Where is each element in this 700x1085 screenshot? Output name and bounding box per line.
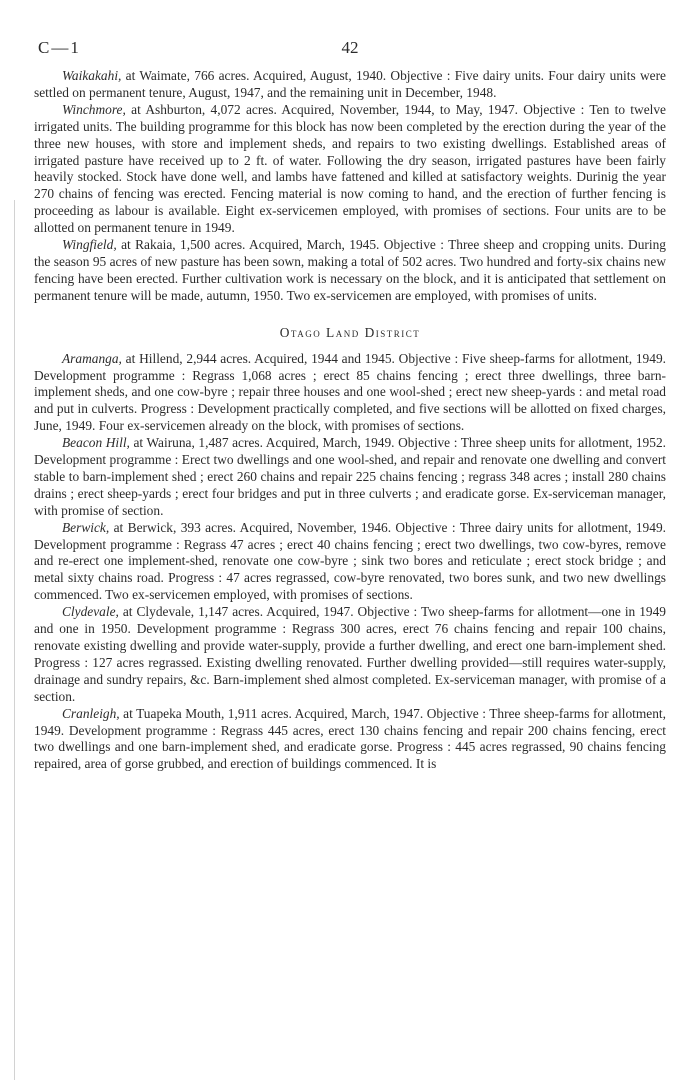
district-heading: Otago Land District — [279, 324, 421, 340]
page-body — [34, 68, 666, 773]
entry-text: at Rakaia, 1,500 acres. Acquired, March, 1945. Objective : Three sheep and cropping units. During the season 95 acres of new pasture has been sown, making a total of 502 acres. Two hundred and forty-six chains new fencing have been erected. Further cultivation work is necessary on the block, and it is anticipated that settlement on permanent tenure will be made, autumn, 1950. Two ex-servicemen are employed, with promises of units. — [34, 237, 666, 303]
entry-aramanga — [34, 351, 666, 436]
entry-name: Waikakahi, — [62, 68, 122, 83]
entry-name: Berwick, — [62, 519, 110, 535]
entry-name: Cranleigh, — [62, 705, 120, 721]
entry-text: at Hillend, 2,944 acres. Acquired, 1944 and 1945. Objective : Five sheep-farms for allotment, 1949. Development programme : Regrass 1,068 acres ; erect 85 chains fencing ; erect three dwellings, three barn-implement sheds, and one cow-byre ; repair three houses and one wool-shed ; erect new sheep-yards : and metal road and put in culverts. Progress : Development practically completed, and five sections will be allotted on fixed charges, June, 1949. Four ex-servicemen already on the block, with promises of sections. — [34, 350, 666, 434]
page-number: 42 — [341, 38, 359, 57]
entry-clydevale — [34, 604, 666, 705]
document-reference: C—1 — [38, 38, 81, 57]
page-edge-line — [14, 200, 15, 1080]
entry-name: Clydevale, — [62, 604, 119, 620]
entry-name: Winchmore, — [62, 101, 126, 117]
entry-name: Wingfield, — [62, 237, 117, 253]
entry-name: Beacon Hill, — [62, 435, 130, 451]
entry-text: at Waimate, 766 acres. Acquired, August, 1940. Objective : Five dairy units. Four dairy units were settled on permanent tenure, August, 1947, and the remaining unit in December, 1948. — [34, 68, 666, 100]
entry-text: at Tuapeka Mouth, 1,911 acres. Acquired, March, 1947. Objective : Three sheep-farms for allotment, 1949. Development programme : Regrass 445 acres, erect 130 chains fencing and repair 200 chains fencing, erect two dwellings and one barn-implement shed, and eradicate gorse. Progress : 445 acres regrassed, 90 chains fencing repaired, area of gorse grubbed, and erection of buildings commenced. It is — [34, 705, 666, 772]
entry-text: at Clydevale, 1,147 acres. Acquired, 1947. Objective : Two sheep-farms for allotment—one in 1949 and one in 1950. Development programme : Regrass 300 acres, erect 76 chains fencing and repair 100 chains, renovate existing dwelling and provide water-supply, provide a further dwelling, and erect one barn-implement shed. Progress : 127 acres regrassed. Existing dwelling renovated. Further dwelling provided—still requires water-supply, drainage and sundry repairs, &c. Barn-implement shed almost completed. Ex-serviceman manager, with promise of a section. — [34, 604, 666, 704]
entry-text: at Ashburton, 4,072 acres. Acquired, November, 1944, to May, 1947. Objective : Ten to twelve irrigated units. The building programme for this block has now been completed by the erection during the year of the three new houses, with store and implement sheds, and repairs to two existing dwellings. Established areas of irrigated pasture have received up to 2 ft. of water. Following the dry season, irrigated pastures have been fairly heavily stocked. Stock have done well, and lambs have fattened and killed at satisfactory weights. Durinig the year 270 chains of fencing was erected. Fencing material is now coming to hand, and the erection of further fencing is proceeding as labour is available. Eight ex-servicemen employed, with promises of sections. Four units are to be allotted on permanent tenure in 1949. — [34, 101, 666, 236]
page-header — [28, 38, 672, 62]
entry-name: Aramanga, — [62, 350, 122, 366]
entry-waikakahi — [34, 68, 666, 102]
entry-beacon-hill — [34, 435, 666, 520]
entry-wingfield — [34, 237, 666, 305]
entry-text: at Wairuna, 1,487 acres. Acquired, March, 1949. Objective : Three sheep units for allotment, 1952. Development programme : Erect two dwellings and one wool-shed, and repair and renovate one dwelling and convert stable to barn-implement shed ; erect 260 chains and repair 225 chains fencing ; regrass 348 acres ; install 280 chains drains ; erect sheep-yards ; erect four bridges and put in three culverts ; and eradicate gorse. Ex-serviceman manager, with promise of section. — [34, 435, 666, 518]
entry-cranleigh — [34, 706, 666, 774]
entry-winchmore — [34, 102, 666, 237]
entry-text: at Berwick, 393 acres. Acquired, November, 1946. Objective : Three dairy units for allotment, 1949. Development programme : Regrass 47 acres ; erect 40 chains fencing ; erect two dwellings, two cow-byres, remove and re-erect one implement-shed, renovate one cow-byre ; sink two bores and reticulate ; erect stock bridge ; and metal sixty chains road. Progress : 47 acres regrassed, cow-byre renovated, two bores sunk, and two new dwellings commenced. Two ex-servicemen employed, with promises of sections. — [34, 519, 666, 603]
entry-berwick — [34, 520, 666, 605]
